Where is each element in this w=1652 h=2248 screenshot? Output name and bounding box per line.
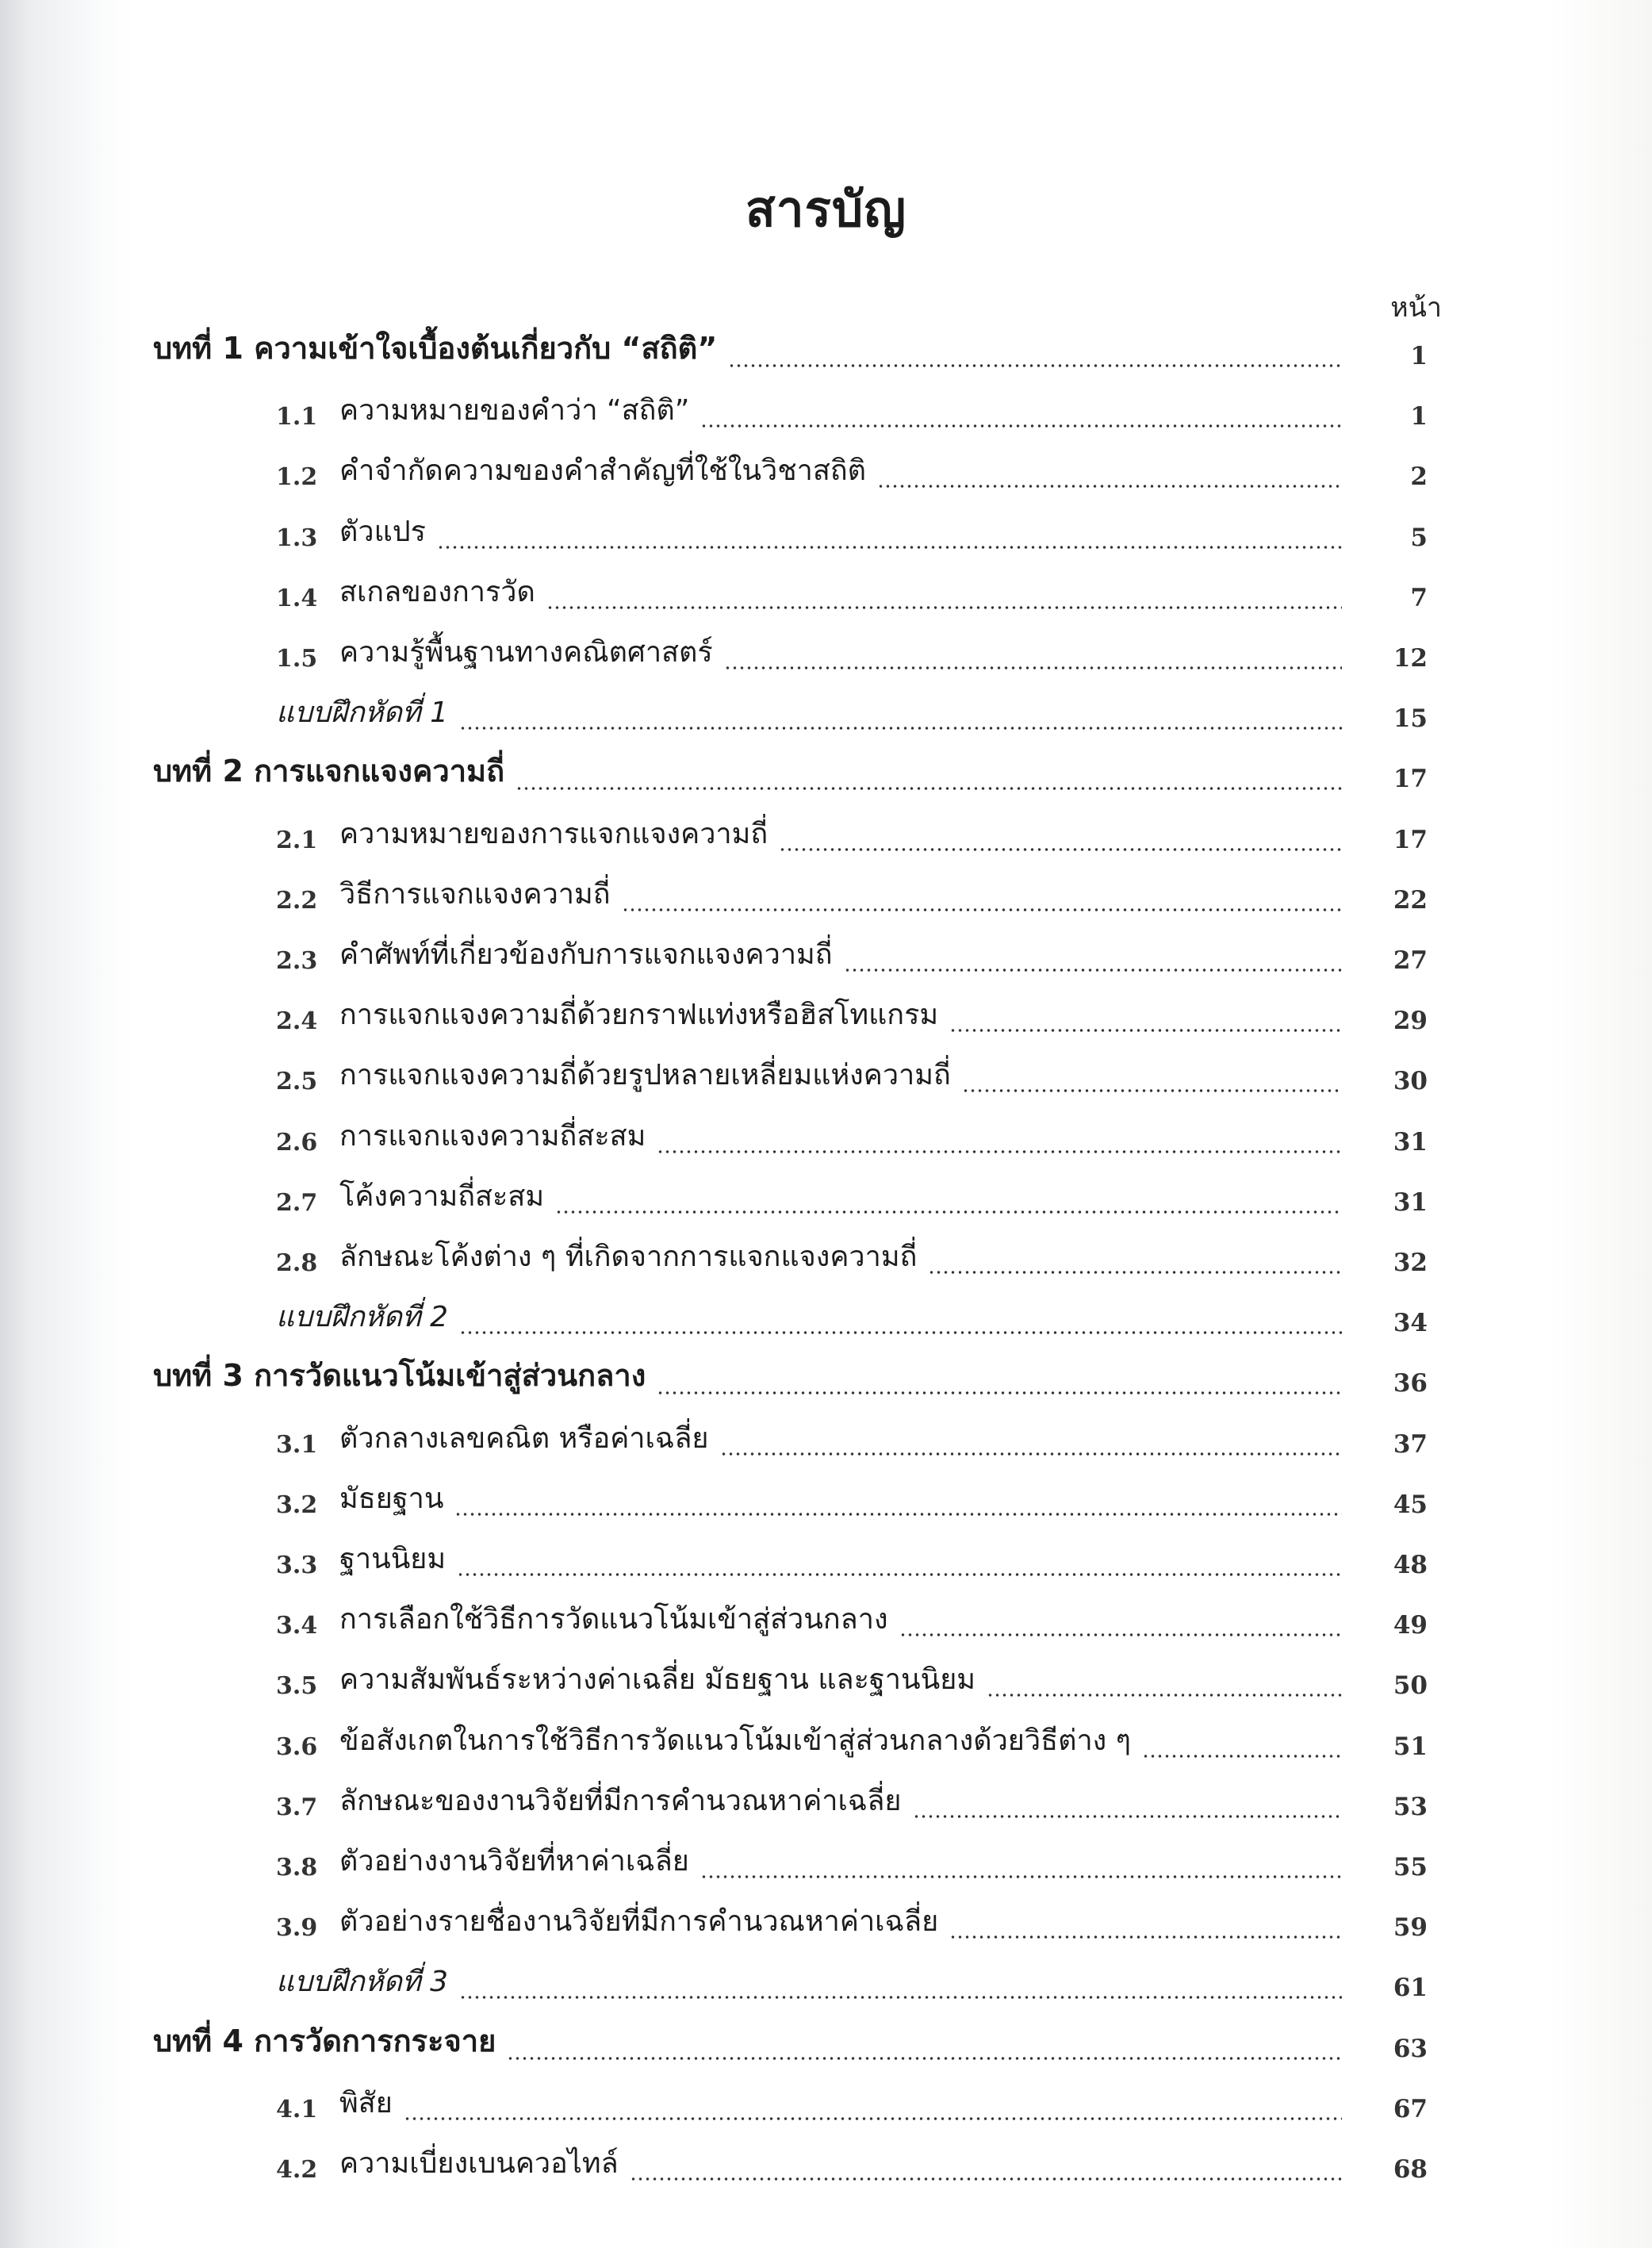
toc-section-row[interactable] (0, 630, 1652, 677)
toc-section-number: 3.7 (276, 1793, 318, 1821)
toc-section-number: 3.4 (276, 1612, 318, 1640)
toc-page-number: 34 (1393, 1309, 1428, 1338)
toc-page-number: 27 (1393, 946, 1428, 975)
toc-entry-label: โค้งความถี่สะสม (339, 1180, 545, 1213)
toc-page-number: 63 (1393, 2034, 1428, 2063)
dot-leader (516, 787, 1342, 790)
toc-section-row[interactable] (0, 1416, 1652, 1464)
dot-leader (928, 1271, 1342, 1274)
toc-page-number: 30 (1393, 1067, 1428, 1096)
toc-section-row[interactable] (0, 2081, 1652, 2128)
toc-entry-label: วิธีการแจกแจงความถี่ (339, 877, 611, 911)
toc-section-row[interactable] (0, 1476, 1652, 1524)
toc-page-number: 5 (1410, 523, 1428, 552)
toc-page-number: 45 (1393, 1490, 1428, 1519)
toc-entry-label: แบบฝึกหัดที่ 1 (276, 696, 448, 730)
dot-leader (454, 1513, 1342, 1516)
toc-entry-label: ตัวอย่างงานวิจัยที่หาค่าเฉลี่ย (339, 1845, 689, 1878)
toc-exercise-row[interactable] (0, 690, 1652, 738)
toc-section-row[interactable] (0, 1899, 1652, 1947)
toc-entry-label: ตัวอย่างรายชื่องานวิจัยที่มีการคำนวณหาค่าเฉลี่ย (339, 1905, 939, 1939)
dot-leader (459, 727, 1342, 730)
toc-page-number: 17 (1393, 765, 1428, 794)
toc-section-number: 2.4 (276, 1007, 318, 1036)
toc-entry-label: บทที่ 1 ความเข้าใจเบื้องต้นเกี่ยวกับ “สถิติ” (153, 331, 718, 366)
toc-page-number: 22 (1393, 885, 1428, 915)
toc-page-number: 15 (1393, 704, 1428, 734)
toc-page-number: 37 (1393, 1429, 1428, 1459)
toc-section-number: 2.6 (276, 1128, 318, 1157)
dot-leader (728, 364, 1342, 367)
toc-section-row[interactable] (0, 1657, 1652, 1705)
toc-section-row[interactable] (0, 811, 1652, 859)
toc-entry-label: ฐานนิยม (339, 1543, 447, 1575)
toc-section-number: 1.1 (276, 403, 318, 432)
toc-section-row[interactable] (0, 1053, 1652, 1100)
toc-section-number: 1.4 (276, 584, 318, 612)
toc-entry-label: ตัวกลางเลขคณิต หรือค่าเฉลี่ย (339, 1421, 709, 1455)
toc-section-number: 3.1 (276, 1430, 318, 1459)
toc-chapter-row[interactable] (0, 328, 1652, 375)
toc-entry-label: สเกลของการวัด (339, 575, 535, 608)
toc-page-number: 1 (1410, 342, 1428, 370)
toc-section-number: 4.1 (276, 2095, 318, 2123)
toc-section-row[interactable] (0, 1114, 1652, 1161)
toc-entry-label: ตัวแปร (339, 515, 426, 548)
dot-leader (877, 485, 1342, 488)
toc-entry-label: แบบฝึกหัดที่ 2 (276, 1301, 448, 1334)
dot-leader (844, 969, 1342, 972)
toc-page-number: 55 (1393, 1853, 1428, 1882)
dot-leader (546, 606, 1342, 609)
toc-section-number: 3.2 (276, 1490, 318, 1519)
toc-entry-label: คำศัพท์ที่เกี่ยวข้องกับการแจกแจงความถี่ (339, 938, 833, 971)
toc-entry-label: ข้อสังเกตในการใช้วิธีการวัดแนวโน้มเข้าสู่ส่วนกลางด้วยวิธีต่าง ๆ (339, 1724, 1132, 1757)
toc-page-number: 59 (1393, 1913, 1428, 1943)
toc-page-number: 2 (1410, 462, 1428, 492)
toc-section-number: 2.5 (276, 1068, 318, 1096)
toc-section-row[interactable] (0, 1718, 1652, 1766)
toc-section-row[interactable] (0, 992, 1652, 1040)
dot-leader (555, 1210, 1342, 1214)
toc-section-number: 2.2 (276, 886, 318, 915)
dot-leader (437, 546, 1342, 549)
toc-entry-label: การแจกแจงความถี่ด้วยรูปหลายเหลี่ยมแห่งความถี่ (339, 1059, 951, 1092)
toc-page-number: 1 (1410, 402, 1428, 432)
toc-chapter-row[interactable] (0, 1355, 1652, 1402)
toc-section-row[interactable] (0, 2141, 1652, 2189)
toc-page-number: 36 (1393, 1369, 1428, 1398)
toc-page-number: 12 (1393, 644, 1428, 673)
dot-leader (987, 1694, 1342, 1697)
toc-entry-label: การเลือกใช้วิธีการวัดแนวโน้มเข้าสู่ส่วนกลาง (339, 1603, 888, 1636)
toc-section-number: 2.7 (276, 1188, 318, 1217)
dot-leader (724, 666, 1342, 669)
toc-section-row[interactable] (0, 570, 1652, 617)
toc-section-number: 1.3 (276, 524, 318, 552)
toc-entry-label: ลักษณะของงานวิจัยที่มีการคำนวณหาค่าเฉลี่ย (339, 1784, 902, 1817)
toc-section-row[interactable] (0, 388, 1652, 435)
toc-section-number: 4.2 (276, 2156, 318, 2184)
toc-section-number: 3.6 (276, 1732, 318, 1761)
toc-exercise-row[interactable] (0, 1959, 1652, 2007)
toc-page-number: 67 (1393, 2094, 1428, 2123)
dot-leader (1142, 1755, 1342, 1758)
toc-section-number: 3.9 (276, 1914, 318, 1943)
toc-section-number: 2.1 (276, 826, 318, 854)
dot-leader (949, 1029, 1342, 1032)
toc-page-number: 53 (1393, 1792, 1428, 1821)
toc-entry-label: แบบฝึกหัดที่ 3 (276, 1966, 448, 1999)
toc-section-row[interactable] (0, 932, 1652, 980)
toc-entry-label: ความหมายของคำว่า “สถิติ” (339, 394, 690, 428)
toc-section-row[interactable] (0, 1778, 1652, 1826)
toc-entry-label: ความหมายของการแจกแจงความถี่ (339, 817, 769, 850)
dot-leader (720, 1452, 1343, 1456)
toc-section-row[interactable] (0, 1174, 1652, 1222)
page-column-header: หน้า (1390, 292, 1442, 324)
toc-page-number: 32 (1393, 1249, 1428, 1277)
toc-page-number: 17 (1393, 825, 1428, 854)
toc-section-row[interactable] (0, 509, 1652, 557)
dot-leader (404, 2117, 1342, 2120)
toc-page-number: 68 (1393, 2155, 1428, 2184)
toc-section-number: 1.2 (276, 463, 318, 492)
toc-entry-label: ความรู้พื้นฐานทางคณิตศาสตร์ (339, 636, 713, 669)
dot-leader (630, 2177, 1342, 2181)
toc-page-number: 7 (1410, 583, 1428, 612)
toc-page-number: 48 (1393, 1551, 1428, 1579)
toc-entry-label: คำจำกัดความของคำสำคัญที่ใช้ในวิชาสถิติ (339, 455, 867, 488)
toc-section-number: 1.5 (276, 645, 318, 673)
toc-section-number: 3.5 (276, 1672, 318, 1701)
toc-section-number: 2.8 (276, 1249, 318, 1277)
toc-section-row[interactable] (0, 448, 1652, 496)
dot-leader (913, 1815, 1343, 1818)
toc-page-number: 51 (1393, 1732, 1428, 1761)
dot-leader (779, 848, 1342, 851)
dot-leader (700, 424, 1342, 428)
toc-section-row[interactable] (0, 1234, 1652, 1282)
toc-section-number: 2.3 (276, 947, 318, 975)
toc-page-number: 50 (1393, 1671, 1428, 1701)
dot-leader (899, 1633, 1342, 1636)
toc-page-number: 31 (1393, 1127, 1428, 1157)
toc-entry-label: บทที่ 3 การวัดแนวโน้มเข้าสู่ส่วนกลาง (153, 1358, 646, 1394)
toc-exercise-row[interactable] (0, 1295, 1652, 1342)
toc-chapter-row[interactable] (0, 750, 1652, 798)
dot-leader (459, 1996, 1342, 1999)
toc-entry-label: ลักษณะโค้งต่าง ๆ ที่เกิดจากการแจกแจงความถี่ (339, 1241, 918, 1273)
dot-leader (657, 1391, 1342, 1394)
toc-entry-label: ความสัมพันธ์ระหว่างค่าเฉลี่ย มัธยฐาน และฐานนิยม (339, 1663, 976, 1697)
toc-entry-label: มัธยฐาน (339, 1482, 444, 1515)
dot-leader (700, 1875, 1342, 1878)
toc-section-row[interactable] (0, 1597, 1652, 1644)
dot-leader (949, 1935, 1342, 1939)
dot-leader (657, 1150, 1342, 1153)
toc-section-row[interactable] (0, 1536, 1652, 1584)
dot-leader (459, 1331, 1342, 1334)
toc-page-number: 31 (1393, 1187, 1428, 1217)
toc-entry-label: การแจกแจงความถี่สะสม (339, 1119, 646, 1153)
dot-leader (457, 1573, 1342, 1576)
dot-leader (622, 908, 1342, 911)
toc-entry-label: บทที่ 2 การแจกแจงความถี่ (153, 754, 505, 789)
toc-entry-label: พิสัย (339, 2086, 393, 2119)
toc-page-number: 29 (1393, 1007, 1428, 1036)
dot-leader (962, 1089, 1342, 1092)
toc-section-row[interactable] (0, 1839, 1652, 1886)
toc-entry-label: บทที่ 4 การวัดการกระจาย (153, 2023, 496, 2058)
toc-entry-label: การแจกแจงความถี่ด้วยกราฟแท่งหรือฮิสโทแกรม (339, 999, 939, 1032)
toc-section-number: 3.8 (276, 1854, 318, 1882)
dot-leader (507, 2057, 1342, 2060)
toc-section-number: 3.3 (276, 1552, 318, 1579)
toc-entry-label: ความเบี่ยงเบนควอไทล์ (339, 2147, 619, 2180)
toc-page-number: 61 (1393, 1974, 1428, 2003)
page-title: สารบัญ (745, 180, 907, 238)
toc-chapter-row[interactable] (0, 2020, 1652, 2068)
toc-page-number: 49 (1393, 1611, 1428, 1640)
toc-section-row[interactable] (0, 872, 1652, 919)
